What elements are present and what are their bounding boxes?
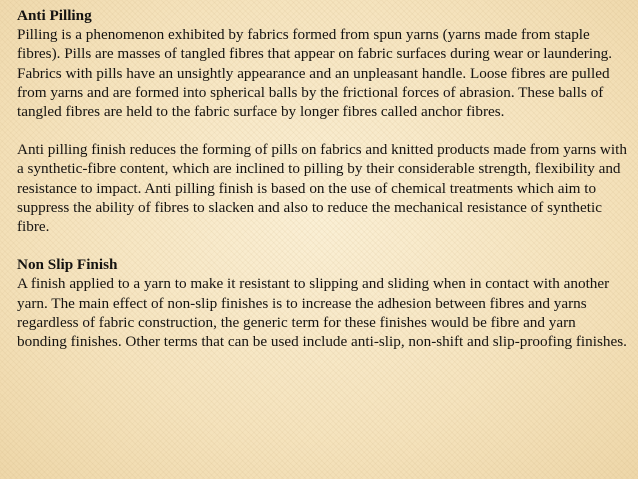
section-anti-pilling <box>17 6 629 236</box>
paragraph-anti-pilling-finish: Anti pilling finish reduces the forming of pills on fabrics and knitted products made from yarns with a synthetic-fibre content, which are inclined to pilling by their considerable strength, flexibility and resistance to impact. Anti pilling finish is based on the use of chemical treatments which aim to suppress the ability of fibres to slacken and also to reduce the mechanical resistance of synthetic fibre. <box>17 141 627 236</box>
paragraph-spacer <box>17 121 629 140</box>
section-heading-non-slip-finish: Non Slip Finish <box>17 256 118 274</box>
paragraph-pilling-definition: Pilling is a phenomenon exhibited by fabrics formed from spun yarns (yarns made from staple fibres). Pills are masses of tangled fibres that appear on fabric surfaces during wear or laundering. Fabrics with pills have an unsightly appearance and an unpleasant handle. Loose fibres are pulled from yarns and are formed into spherical balls by the frictional forces of abrasion. These balls of tangled fibres are held to the fabric surface by longer fibres called anchor fibres. <box>17 26 613 121</box>
paragraph-non-slip-definition: A finish applied to a yarn to make it resistant to slipping and sliding when in contact with another yarn. The main effect of non-slip finishes is to increase the adhesion between fibres and yarns regardless of fabric construction, the generic term for these finishes would be fibre and yarn bonding finishes. Other terms that can be used include anti-slip, non-shift and slip-proofing finishes. <box>17 275 627 351</box>
section-spacer <box>17 236 629 255</box>
section-heading-anti-pilling: Anti Pilling <box>17 7 92 24</box>
slide-body <box>17 6 629 351</box>
section-non-slip-finish <box>17 255 629 351</box>
